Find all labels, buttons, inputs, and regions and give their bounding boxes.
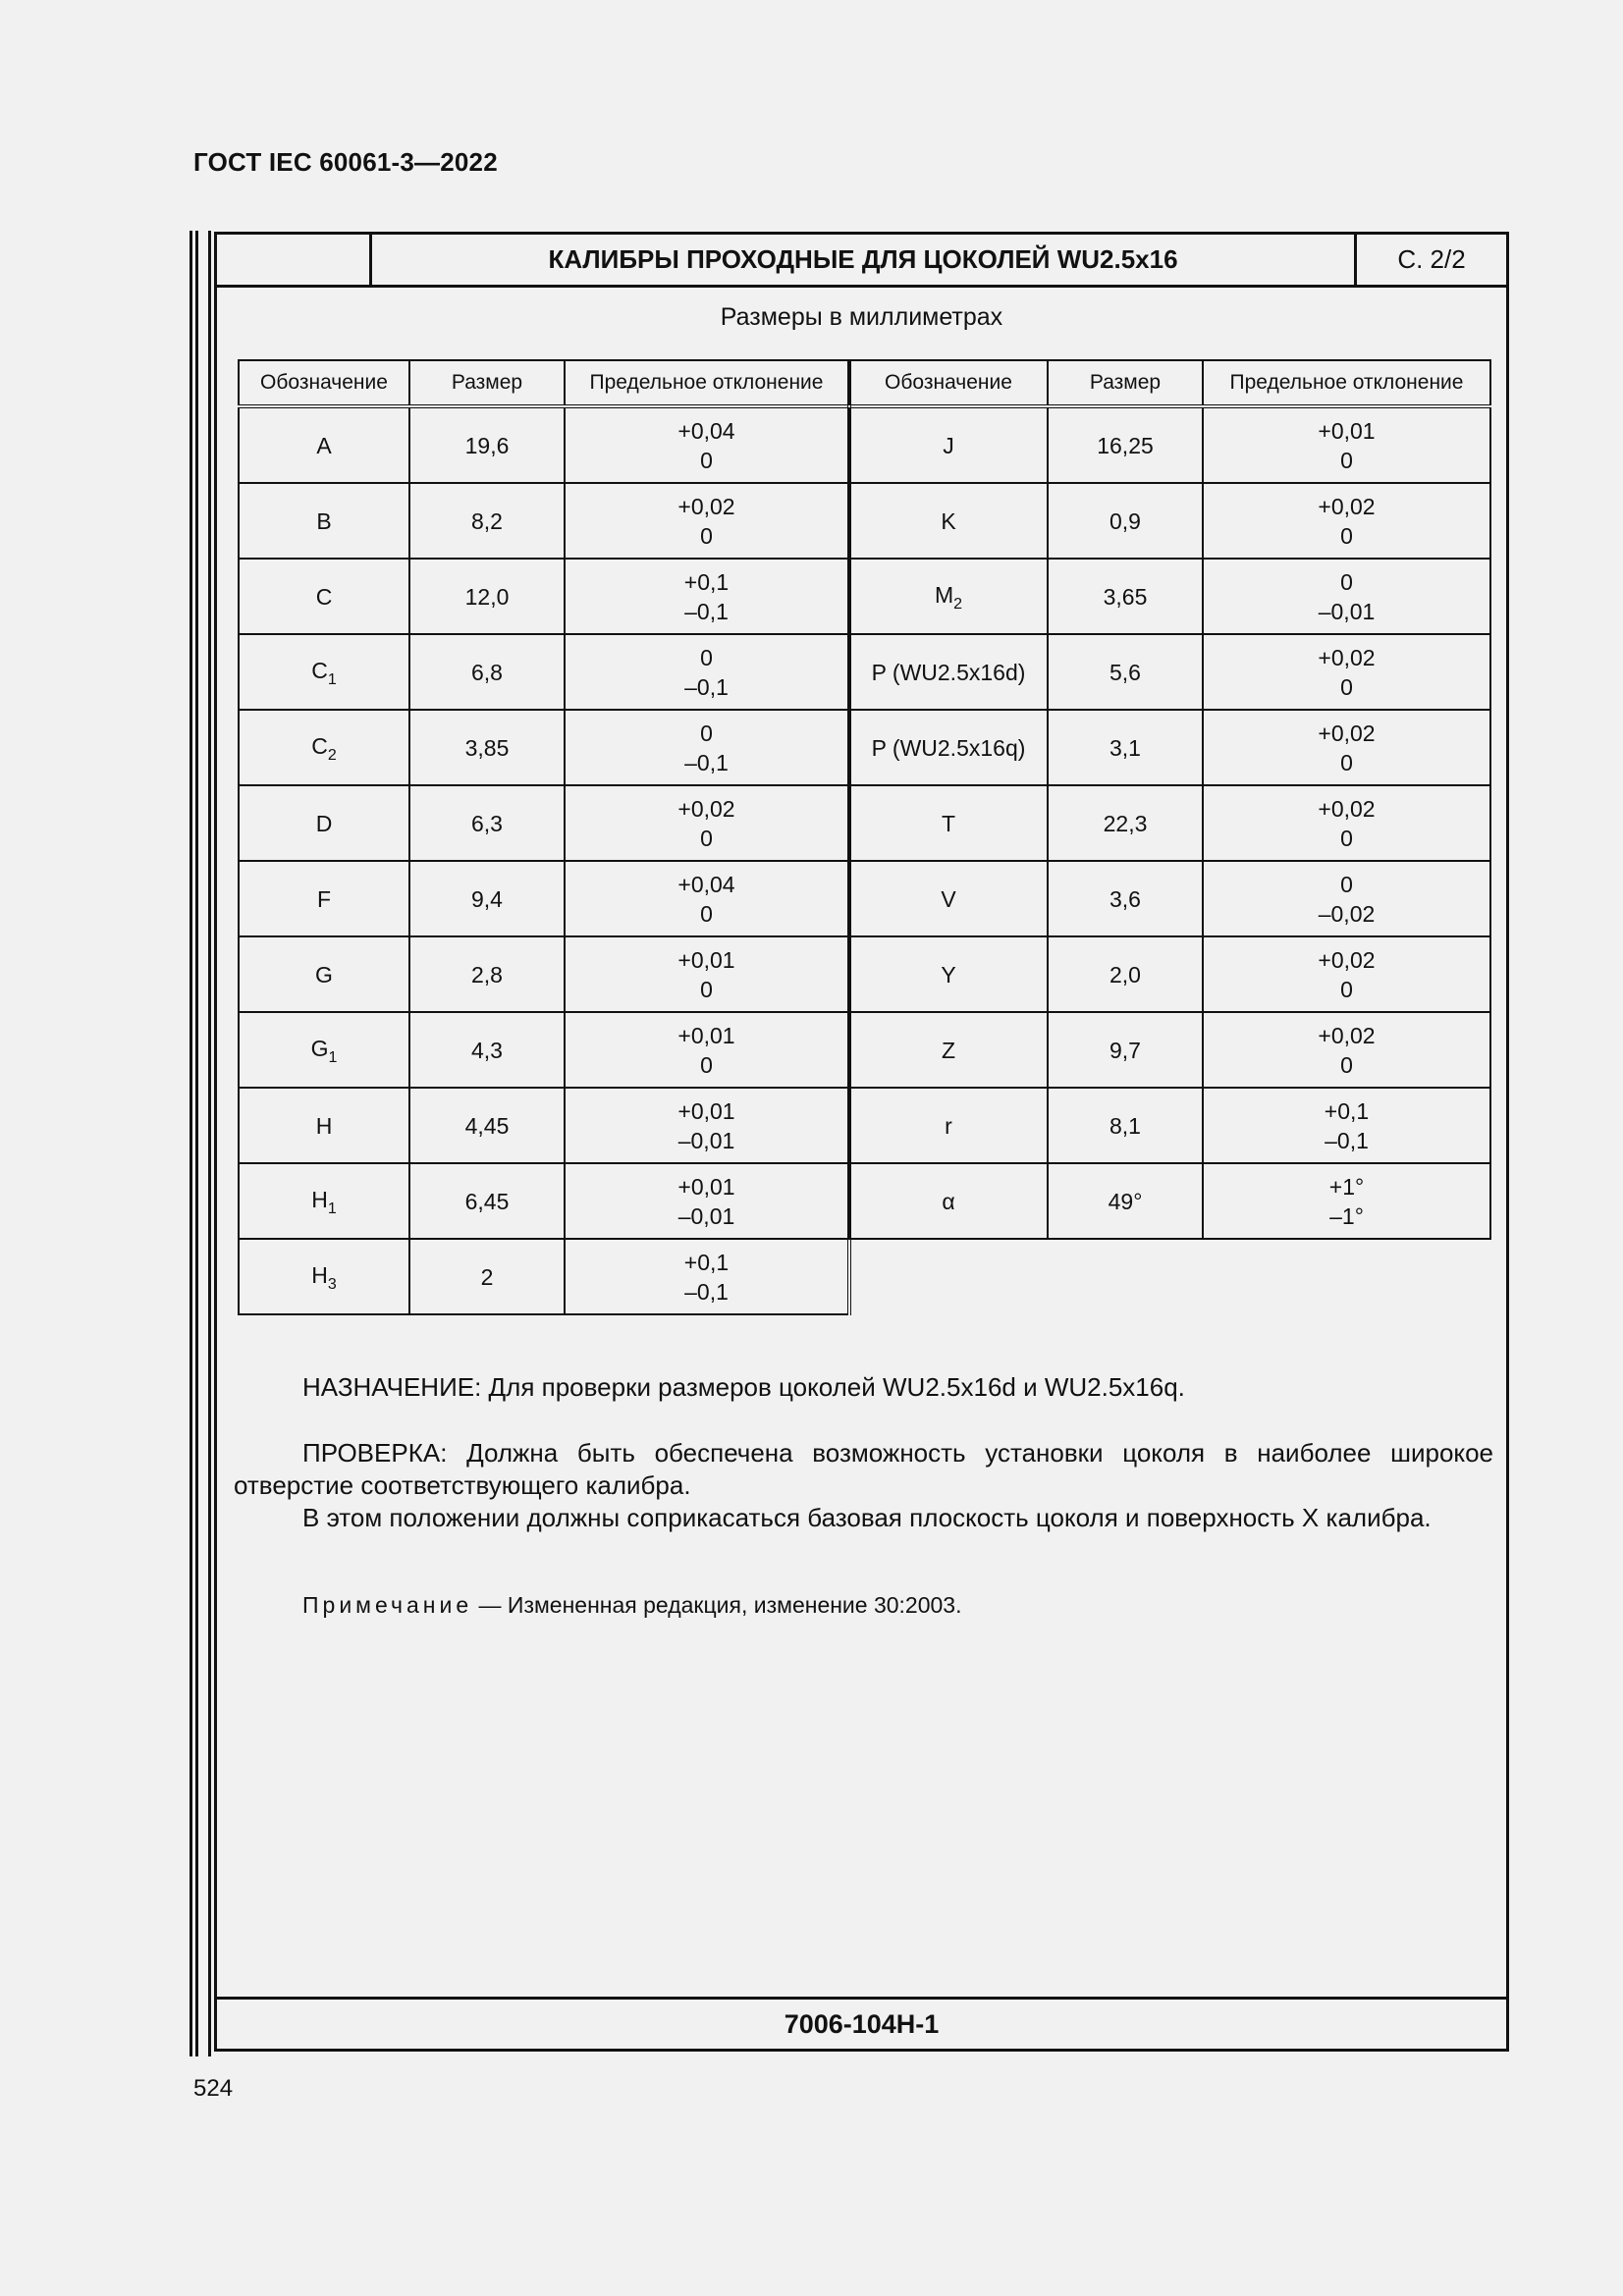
table-row: [239, 936, 849, 1012]
document-header: ГОСТ IEC 60061-3—2022: [193, 147, 498, 177]
table-row: [239, 406, 849, 483]
designation-cell: [849, 785, 1048, 861]
table-row: [239, 1088, 849, 1163]
designation-subscript: 1: [328, 1048, 338, 1066]
designation-cell: [849, 406, 1048, 483]
upper-deviation: +0,02: [677, 493, 735, 519]
table-row: [239, 483, 849, 559]
upper-deviation: +0,02: [1318, 946, 1376, 973]
designation-symbol: r: [945, 1112, 952, 1139]
lower-deviation: 0: [1340, 825, 1353, 851]
lower-deviation: 0: [700, 447, 713, 473]
table-row: [849, 785, 1490, 861]
deviation-cell: [1203, 1012, 1490, 1088]
designation-cell: [849, 634, 1048, 710]
designation-symbol: C: [315, 583, 333, 610]
sheet-title: КАЛИБРЫ ПРОХОДНЫЕ ДЛЯ ЦОКОЛЕЙ WU2.5x16: [372, 235, 1357, 285]
deviation-cell: [565, 1088, 849, 1163]
designation-cell: [849, 559, 1048, 634]
size-cell: 12,0: [409, 559, 565, 634]
size-cell: 49°: [1048, 1163, 1203, 1239]
designation-cell: [239, 785, 409, 861]
lower-deviation: –0,01: [1318, 598, 1376, 624]
designation-cell: [239, 483, 409, 559]
size-cell: 6,8: [409, 634, 565, 710]
designation-symbol: P (WU2.5x16d): [871, 659, 1026, 685]
upper-deviation: +0,1: [683, 568, 730, 595]
dimensions-table-right: [848, 359, 1491, 1240]
deviation-cell: [565, 483, 849, 559]
upper-deviation: 0: [1340, 568, 1353, 595]
lower-deviation: 0: [1340, 447, 1353, 473]
lower-deviation: 0: [1340, 1051, 1353, 1078]
upper-deviation: +0,02: [1318, 644, 1376, 670]
size-cell: 3,1: [1048, 710, 1203, 785]
deviation-cell: [1203, 710, 1490, 785]
size-cell: 4,3: [409, 1012, 565, 1088]
purpose-paragraph: НАЗНАЧЕНИЕ: Для проверки размеров цоколей WU2.5x16d и WU2.5x16q.: [302, 1372, 1185, 1402]
lower-deviation: –1°: [1329, 1202, 1364, 1229]
title-blank-cell: [217, 235, 372, 285]
designation-symbol: V: [941, 885, 956, 912]
designation-cell: [239, 1239, 409, 1314]
lower-deviation: 0: [700, 976, 713, 1002]
size-cell: 9,7: [1048, 1012, 1203, 1088]
upper-deviation: +0,02: [1318, 720, 1376, 746]
size-cell: 8,1: [1048, 1088, 1203, 1163]
designation-cell: [849, 936, 1048, 1012]
title-row: [217, 235, 1506, 288]
table-row: [239, 634, 849, 710]
deviation-cell: [1203, 861, 1490, 936]
designation-cell: [239, 1088, 409, 1163]
lower-deviation: 0: [1340, 976, 1353, 1002]
upper-deviation: 0: [700, 644, 713, 670]
size-cell: 8,2: [409, 483, 565, 559]
table-row: [239, 861, 849, 936]
deviation-cell: [1203, 406, 1490, 483]
designation-cell: [239, 710, 409, 785]
designation-symbol: K: [941, 507, 956, 534]
lower-deviation: –0,1: [1325, 1127, 1369, 1153]
lower-deviation: 0: [700, 825, 713, 851]
size-cell: 4,45: [409, 1088, 565, 1163]
deviation-cell: [565, 559, 849, 634]
table-row: [239, 1012, 849, 1088]
deviation-cell: [565, 710, 849, 785]
column-header-size: Размер: [1048, 360, 1203, 406]
size-cell: 9,4: [409, 861, 565, 936]
table-row: [239, 710, 849, 785]
deviation-cell: [1203, 483, 1490, 559]
size-cell: 2,0: [1048, 936, 1203, 1012]
deviation-cell: [565, 634, 849, 710]
upper-deviation: +0,02: [677, 795, 735, 822]
deviation-cell: [1203, 936, 1490, 1012]
designation-cell: [239, 861, 409, 936]
page-number: 524: [193, 2075, 234, 2102]
designation-subscript: 2: [327, 746, 337, 764]
deviation-cell: [1203, 1163, 1490, 1239]
designation-cell: [849, 1088, 1048, 1163]
designation-cell: [239, 1163, 409, 1239]
designation-cell: [849, 1163, 1048, 1239]
check-paragraph: ПРОВЕРКА: Должна быть обеспечена возможность установки цоколя в наиболее широкое отверстие соответствующего калибра.: [234, 1438, 1493, 1500]
upper-deviation: +0,04: [677, 871, 735, 897]
designation-cell: [239, 406, 409, 483]
table-row: [849, 1163, 1490, 1239]
dimensions-table-left: [238, 359, 851, 1315]
lower-deviation: 0: [700, 900, 713, 927]
designation-cell: [239, 1012, 409, 1088]
designation-symbol: M: [934, 581, 954, 608]
upper-deviation: +1°: [1328, 1173, 1365, 1200]
upper-deviation: +0,01: [1318, 417, 1376, 444]
column-header-size: Размер: [409, 360, 565, 406]
sheet-page-indicator: С. 2/2: [1397, 244, 1466, 274]
designation-symbol: H: [311, 1261, 328, 1288]
margin-bars: [189, 231, 211, 2056]
designation-symbol: α: [942, 1188, 955, 1214]
designation-symbol: Y: [941, 961, 956, 988]
size-cell: 0,9: [1048, 483, 1203, 559]
table-row: [239, 1163, 849, 1239]
table-row: [849, 861, 1490, 936]
lower-deviation: 0: [1340, 749, 1353, 775]
designation-cell: [849, 1012, 1048, 1088]
deviation-cell: [565, 1239, 849, 1314]
upper-deviation: 0: [1340, 871, 1353, 897]
designation-cell: [239, 936, 409, 1012]
designation-symbol: G: [310, 1035, 329, 1061]
note-label: Примечание: [302, 1592, 473, 1618]
designation-cell: [849, 483, 1048, 559]
upper-deviation: +0,1: [683, 1249, 730, 1275]
designation-symbol: A: [316, 432, 332, 458]
lower-deviation: –0,1: [684, 1278, 729, 1305]
table-row: [849, 559, 1490, 634]
lower-deviation: 0: [1340, 522, 1353, 549]
upper-deviation: +0,02: [1318, 795, 1376, 822]
units-caption: Размеры в миллиметрах: [720, 303, 1003, 331]
column-header-deviation: Предельное отклонение: [565, 360, 849, 406]
table-row: [849, 710, 1490, 785]
sheet-frame: [214, 232, 1509, 2052]
column-header-designation: Обозначение: [849, 360, 1048, 406]
column-header-deviation: Предельное отклонение: [1203, 360, 1490, 406]
designation-symbol: D: [315, 810, 333, 836]
table-row: [849, 406, 1490, 483]
designation-symbol: B: [316, 507, 332, 534]
deviation-cell: [565, 406, 849, 483]
designation-symbol: F: [316, 885, 332, 912]
size-cell: 2: [409, 1239, 565, 1314]
deviation-cell: [565, 861, 849, 936]
designation-cell: [849, 861, 1048, 936]
size-cell: 3,65: [1048, 559, 1203, 634]
designation-subscript: 1: [327, 670, 337, 688]
upper-deviation: +0,02: [1318, 493, 1376, 519]
deviation-cell: [1203, 634, 1490, 710]
designation-symbol: C: [311, 657, 328, 683]
designation-subscript: 2: [953, 595, 963, 613]
size-cell: 22,3: [1048, 785, 1203, 861]
table-row: [849, 1088, 1490, 1163]
deviation-cell: [565, 1163, 849, 1239]
designation-subscript: 1: [327, 1200, 337, 1217]
size-cell: 3,85: [409, 710, 565, 785]
designation-symbol: Z: [941, 1037, 956, 1063]
size-cell: 2,8: [409, 936, 565, 1012]
deviation-cell: [1203, 785, 1490, 861]
note-text: — Измененная редакция, изменение 30:2003.: [472, 1592, 962, 1618]
check-position-paragraph: В этом положении должны соприкасаться базовая плоскость цоколя и поверхность X калибра.: [302, 1503, 1432, 1532]
designation-symbol: T: [941, 810, 956, 836]
upper-deviation: +0,01: [677, 1097, 735, 1124]
size-cell: 6,45: [409, 1163, 565, 1239]
deviation-cell: [565, 1012, 849, 1088]
size-cell: 3,6: [1048, 861, 1203, 936]
designation-symbol: J: [943, 432, 954, 458]
sheet-footer-code: 7006-104Н-1: [217, 1997, 1506, 2049]
designation-symbol: H: [311, 1186, 328, 1212]
lower-deviation: 0: [700, 522, 713, 549]
lower-deviation: –0,1: [684, 598, 729, 624]
designation-symbol: H: [315, 1112, 333, 1139]
table-row: [849, 483, 1490, 559]
lower-deviation: 0: [1340, 673, 1353, 700]
designation-symbol: P (WU2.5x16q): [871, 734, 1026, 761]
upper-deviation: 0: [700, 720, 713, 746]
size-cell: 16,25: [1048, 406, 1203, 483]
designation-symbol: C: [311, 732, 328, 759]
note: [302, 1592, 962, 1619]
upper-deviation: +0,01: [677, 1173, 735, 1200]
lower-deviation: –0,1: [684, 749, 729, 775]
deviation-cell: [1203, 1088, 1490, 1163]
designation-subscript: 3: [327, 1275, 337, 1293]
table-row: [849, 634, 1490, 710]
lower-deviation: –0,01: [677, 1202, 735, 1229]
upper-deviation: +0,1: [1324, 1097, 1370, 1124]
designation-cell: [239, 634, 409, 710]
upper-deviation: +0,02: [1318, 1022, 1376, 1048]
lower-deviation: –0,1: [684, 673, 729, 700]
table-row: [849, 936, 1490, 1012]
deviation-cell: [565, 936, 849, 1012]
lower-deviation: 0: [700, 1051, 713, 1078]
deviation-cell: [1203, 559, 1490, 634]
lower-deviation: –0,02: [1318, 900, 1376, 927]
size-cell: 5,6: [1048, 634, 1203, 710]
upper-deviation: +0,01: [677, 1022, 735, 1048]
table-row: [239, 559, 849, 634]
designation-cell: [239, 559, 409, 634]
deviation-cell: [565, 785, 849, 861]
size-cell: 19,6: [409, 406, 565, 483]
table-row: [849, 1012, 1490, 1088]
designation-cell: [849, 710, 1048, 785]
lower-deviation: –0,01: [677, 1127, 735, 1153]
column-header-designation: Обозначение: [239, 360, 409, 406]
table-row: [239, 785, 849, 861]
designation-symbol: G: [315, 961, 333, 988]
size-cell: 6,3: [409, 785, 565, 861]
upper-deviation: +0,04: [677, 417, 735, 444]
upper-deviation: +0,01: [677, 946, 735, 973]
table-row: [239, 1239, 849, 1314]
